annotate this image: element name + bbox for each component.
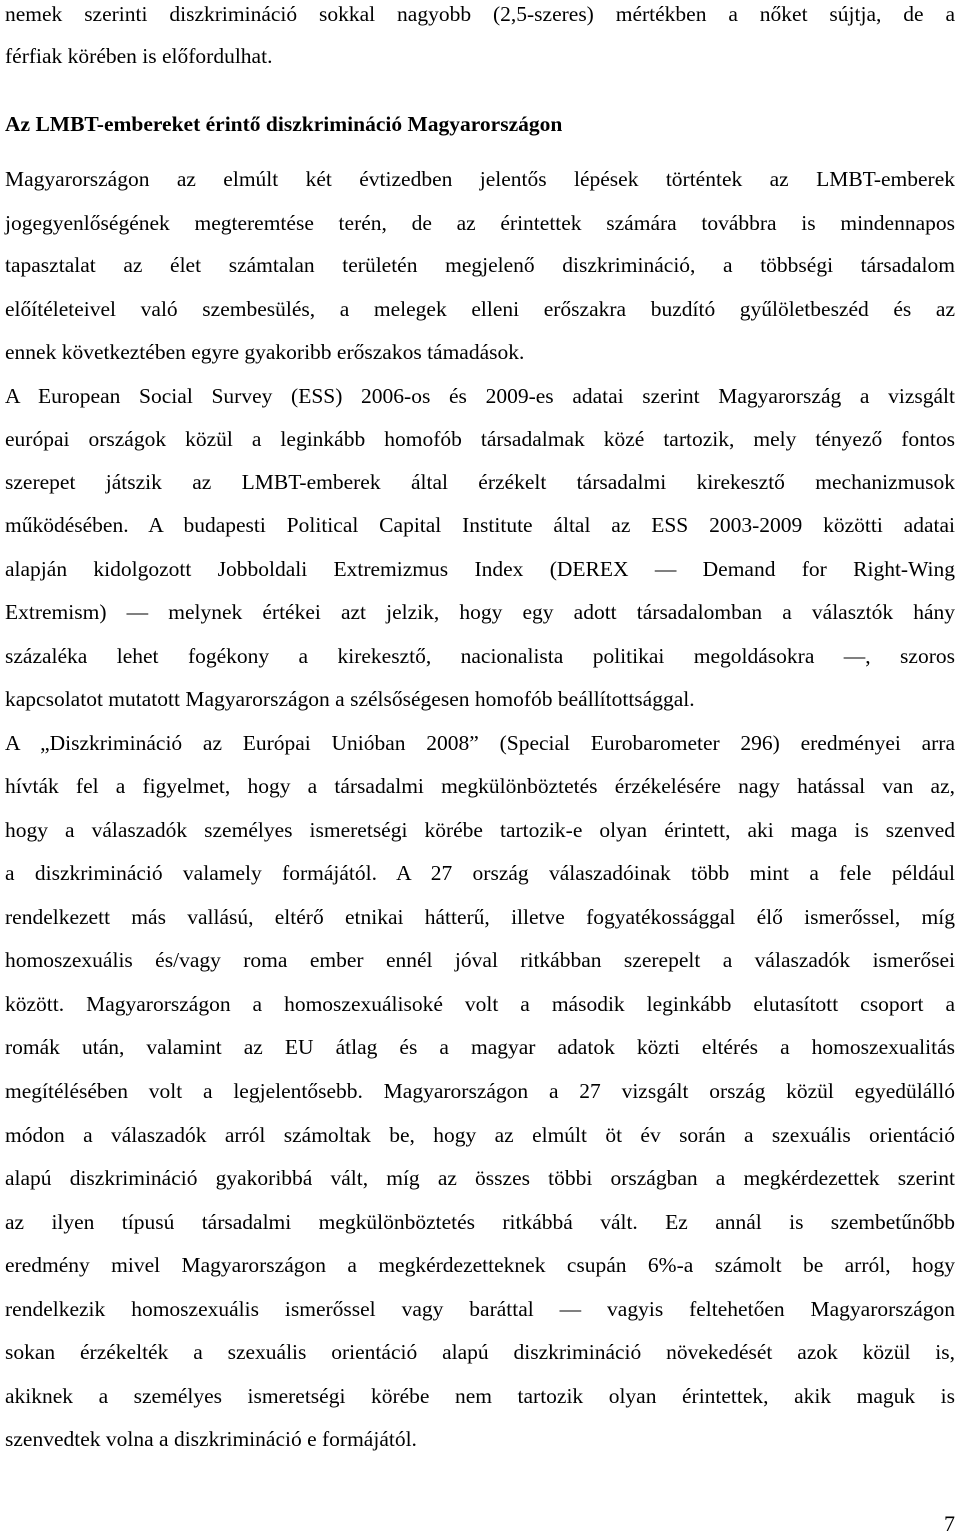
- text-line: akiknek a személyes ismeretségi körébe nem tartozik olyan érintettek, akik maguk is: [5, 1384, 955, 1408]
- section-heading: Az LMBT-embereket érintő diszkrimináció Magyarországon: [5, 112, 563, 136]
- text-line: között. Magyarországon a homoszexuálisoké volt a második leginkább elutasított csoport a: [5, 992, 955, 1016]
- text-line: rendelkezett más vallású, eltérő etnikai hátterű, illetve fogyatékossággal élő ismerőssel, míg: [5, 905, 955, 929]
- text-line: eredmény mivel Magyarországon a megkérdezetteknek csupán 6%-a számolt be arról, hogy: [5, 1253, 955, 1277]
- text-line: az ilyen típusú társadalmi megkülönböztetés ritkábbá vált. Ez annál is szembetűnőbb: [5, 1210, 955, 1234]
- text-line: a diszkrimináció valamely formájától. A 27 ország válaszadóinak több mint a fele például: [5, 861, 955, 885]
- text-line: alapján kidolgozott Jobboldali Extremizmus Index (DEREX — Demand for Right-Wing: [5, 557, 955, 581]
- text-line: A European Social Survey (ESS) 2006-os és 2009-es adatai szerint Magyarország a vizsgált: [5, 384, 955, 408]
- text-line: férfiak körében is előfordulhat.: [5, 44, 273, 68]
- text-line: európai országok közül a leginkább homofób társadalmak közé tartozik, mely tényező fontos: [5, 427, 955, 451]
- text-line: hogy a válaszadók személyes ismeretségi körébe tartozik-e olyan érintett, aki maga is szenved: [5, 818, 955, 842]
- text-line: A „Diszkrimináció az Európai Unióban 2008” (Special Eurobarometer 296) eredményei arra: [5, 731, 955, 755]
- text-line: Magyarországon az elmúlt két évtizedben jelentős lépések történtek az LMBT-emberek: [5, 167, 955, 191]
- text-line: működésében. A budapesti Political Capital Institute által az ESS 2003-2009 közötti adatai: [5, 513, 955, 537]
- page-number: 7: [944, 1511, 955, 1536]
- text-line: rendelkezik homoszexuális ismerőssel vagy baráttal — vagyis feltehetően Magyarországon: [5, 1297, 955, 1321]
- text-line: sokan érzékelték a szexuális orientáció alapú diszkrimináció növekedését azok közül is,: [5, 1340, 955, 1364]
- text-line: homoszexuális és/vagy roma ember ennél jóval ritkábban szerepelt a válaszadók ismerősei: [5, 948, 955, 972]
- text-line: százaléka lehet fogékony a kirekesztő, nacionalista politikai megoldásokra —, szoros: [5, 644, 955, 668]
- text-line: hívták fel a figyelmet, hogy a társadalmi megkülönböztetés érzékelésére nagy hatással van az,: [5, 774, 955, 798]
- text-line: megítélésében volt a legjelentősebb. Magyarországon a 27 vizsgált ország közül egyedülálló: [5, 1079, 955, 1103]
- text-line: ennek következtében egyre gyakoribb erőszakos támadások.: [5, 340, 525, 364]
- text-line: romák után, valamint az EU átlag és a magyar adatok közti eltérés a homoszexualitás: [5, 1035, 955, 1059]
- text-line: alapú diszkrimináció gyakoribbá vált, míg az összes többi országban a megkérdezettek szerint: [5, 1166, 955, 1190]
- text-line: szenvedtek volna a diszkrimináció e formájától.: [5, 1427, 417, 1451]
- text-line: jogegyenlőségének megteremtése terén, de az érintettek számára továbbra is mindennapos: [5, 211, 955, 235]
- text-line: nemek szerinti diszkrimináció sokkal nagyobb (2,5-szeres) mértékben a nőket sújtja, de a: [5, 2, 955, 26]
- text-line: tapasztalat az élet számtalan területén megjelenő diszkrimináció, a többségi társadalom: [5, 253, 955, 277]
- text-line: kapcsolatot mutatott Magyarországon a szélsőségesen homofób beállítottsággal.: [5, 687, 695, 711]
- text-line: Extremism) — melynek értékei azt jelzik, hogy egy adott társadalomban a választók hány: [5, 600, 955, 624]
- text-line: módon a válaszadók arról számoltak be, hogy az elmúlt öt év során a szexuális orientáció: [5, 1123, 955, 1147]
- text-line: előítéleteivel való szembesülés, a melegek elleni erőszakra buzdító gyűlöletbeszéd és az: [5, 297, 955, 321]
- text-line: szerepet játszik az LMBT-emberek által érzékelt társadalmi kirekesztő mechanizmusok: [5, 470, 955, 494]
